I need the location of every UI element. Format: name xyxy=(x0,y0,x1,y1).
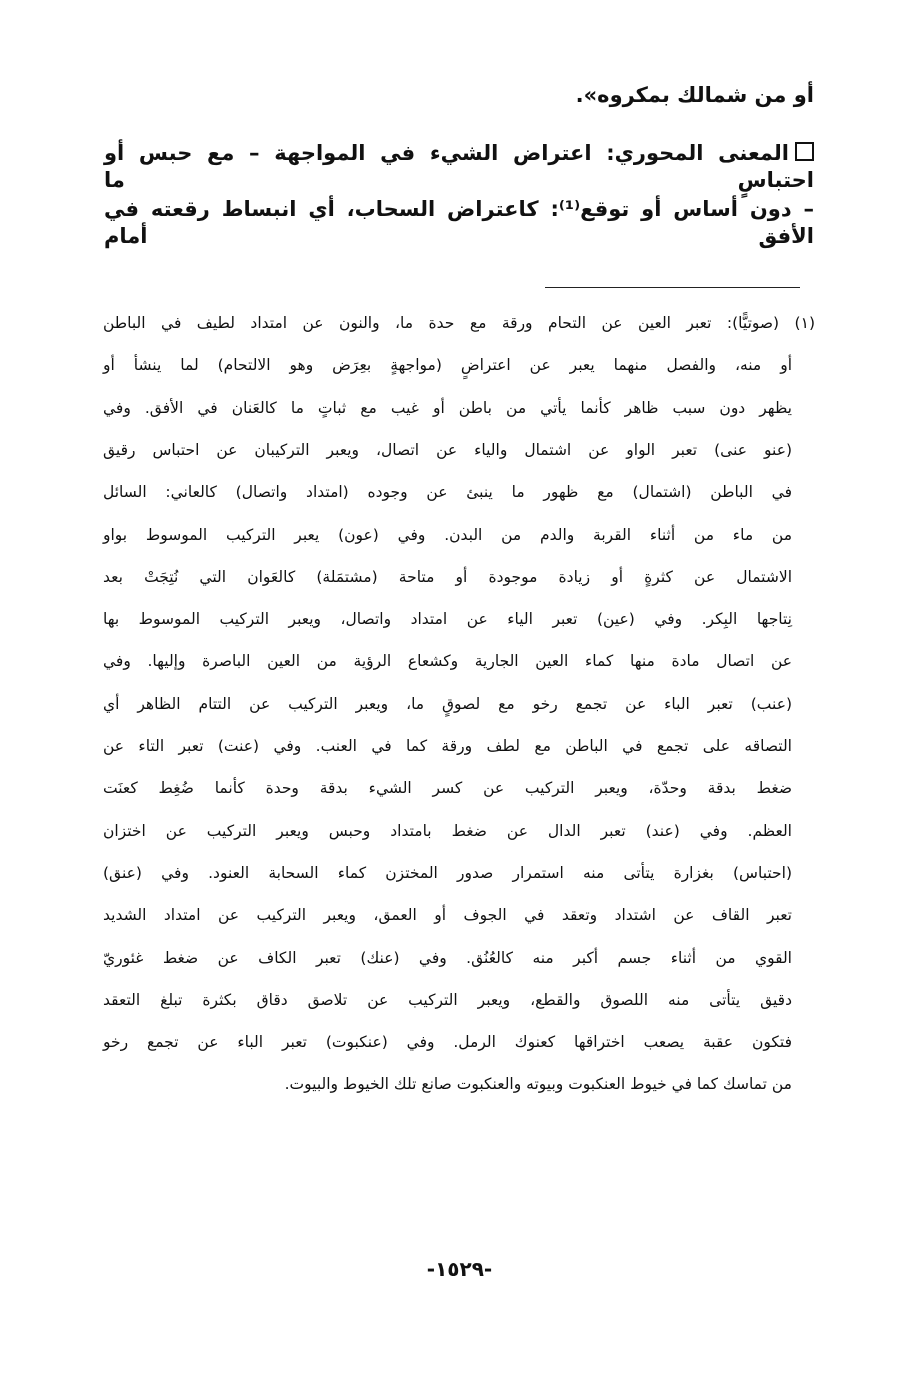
footnote-line: (١) (صوتيًّا): تعبر العين عن التحام ورقة مع حدة ما، والنون عن امتداد لطيف في الباطن xyxy=(103,314,815,332)
main-line-2 xyxy=(104,140,814,195)
footnote-line: ضغط بدقة وحدّة، ويعبر التركيب عن كسر الشيء بدقة وحدة كأنما ضُغِط كعنَت xyxy=(103,779,792,798)
footnote-line: نِتاجها البِكر. وفي (عين) تعبر الياء عن امتداد واتصال، ويعبر التركيب الموسوط بها xyxy=(103,610,792,629)
main-line-1: أو من شمالك بمكروه». xyxy=(575,83,814,107)
footnote-separator xyxy=(545,287,800,288)
footnote-line: من تماسك كما في خيوط العنكبوت وبيوته والعنكبوت صانع تلك الخيوط والبيوت. xyxy=(284,1075,792,1094)
footnote-line: تعبر القاف عن اشتداد وتعقد في الجوف أو العمق، ويعبر التركيب عن امتداد الشديد xyxy=(103,906,792,925)
main-line-2-text: المعنى المحوري: اعتراض الشيء في المواجهة – مع حبس أو احتباسٍ ما xyxy=(104,141,814,193)
footnote-line: من ماء من أثناء القربة والدم من البدن. وفي (عون) يعبر التركيب الموسوط بواو xyxy=(103,525,792,544)
footnote-line: (عنو عنى) تعبر الواو عن اشتمال والياء عن اتصال، ويعبر التركيبان عن احتباس رقيق xyxy=(103,440,792,459)
footnote-line: العظم. وفي (عند) تعبر الدال عن ضغط بامتداد وحبس ويعبر التركيب عن اختزان xyxy=(103,821,792,840)
footnote-line: فتكون عقبة يصعب اختراقها كعنوك الرمل. وفي (عنكبوت) تعبر الباء عن تجمع رخو xyxy=(103,1033,792,1052)
page-number: -١٥٢٩- xyxy=(426,1257,493,1281)
main-line-3: – دون أساس أو توقع⁽¹⁾: كاعتراض السحاب، أي انبساط رقعته في الأفق أمام xyxy=(104,197,814,249)
footnote-line: (عنب) تعبر الباء عن تجمع رخو مع لصوقٍ ما، ويعبر التركيب عن التتام الظاهر أي xyxy=(103,694,792,713)
footnote-line: (احتباس) بغزارة يتأتى منه استمرار صدور المختزن كماء السحابة العنود. وفي (عنق) xyxy=(103,863,792,882)
footnote-line: يظهر دون سبب ظاهر كأنما يأتي من باطن أو غيب مع ثباتٍ ما كالعَنان في الأفق. وفي xyxy=(103,398,792,417)
footnote-line: التصاقه على تجمع في الباطن مع لطف ورقة كما في العنب. وفي (عنت) تعبر التاء عن xyxy=(103,737,792,755)
square-bullet-icon xyxy=(795,142,814,161)
footnote-line: في الباطن (اشتمال) مع ظهور ما ينبئ عن وجوده (امتداد واتصال) كالعاني: السائل xyxy=(103,483,792,502)
footnote-line: دقيق يتأتى منه اللصوق والقطع، ويعبر التركيب عن تلاصق دقاق بكثرة تبلغ التعقد xyxy=(103,990,792,1009)
footnote-line: أو منه، والفصل منهما يعبر عن اعتراضٍ (مواجهةٍ بعِرَض وهو الالتحام) لما ينشأ أو xyxy=(103,356,792,375)
footnote-line: القوي من أثناء جسم أكبر منه كالعُنُق. وفي (عنك) تعبر الكاف عن ضغط غئوريّ xyxy=(103,948,792,967)
footnote-line: عن اتصال مادة منها كماء العين الجارية وكشعاع الرؤية من العين الباصرة وإليها. وفي xyxy=(103,652,792,671)
footnote-line: الاشتمال عن كثرةٍ أو زيادة موجودة أو متاحة (مشتمَلة) كالعَوان التي نُتِجَتْ بعد xyxy=(103,567,792,586)
